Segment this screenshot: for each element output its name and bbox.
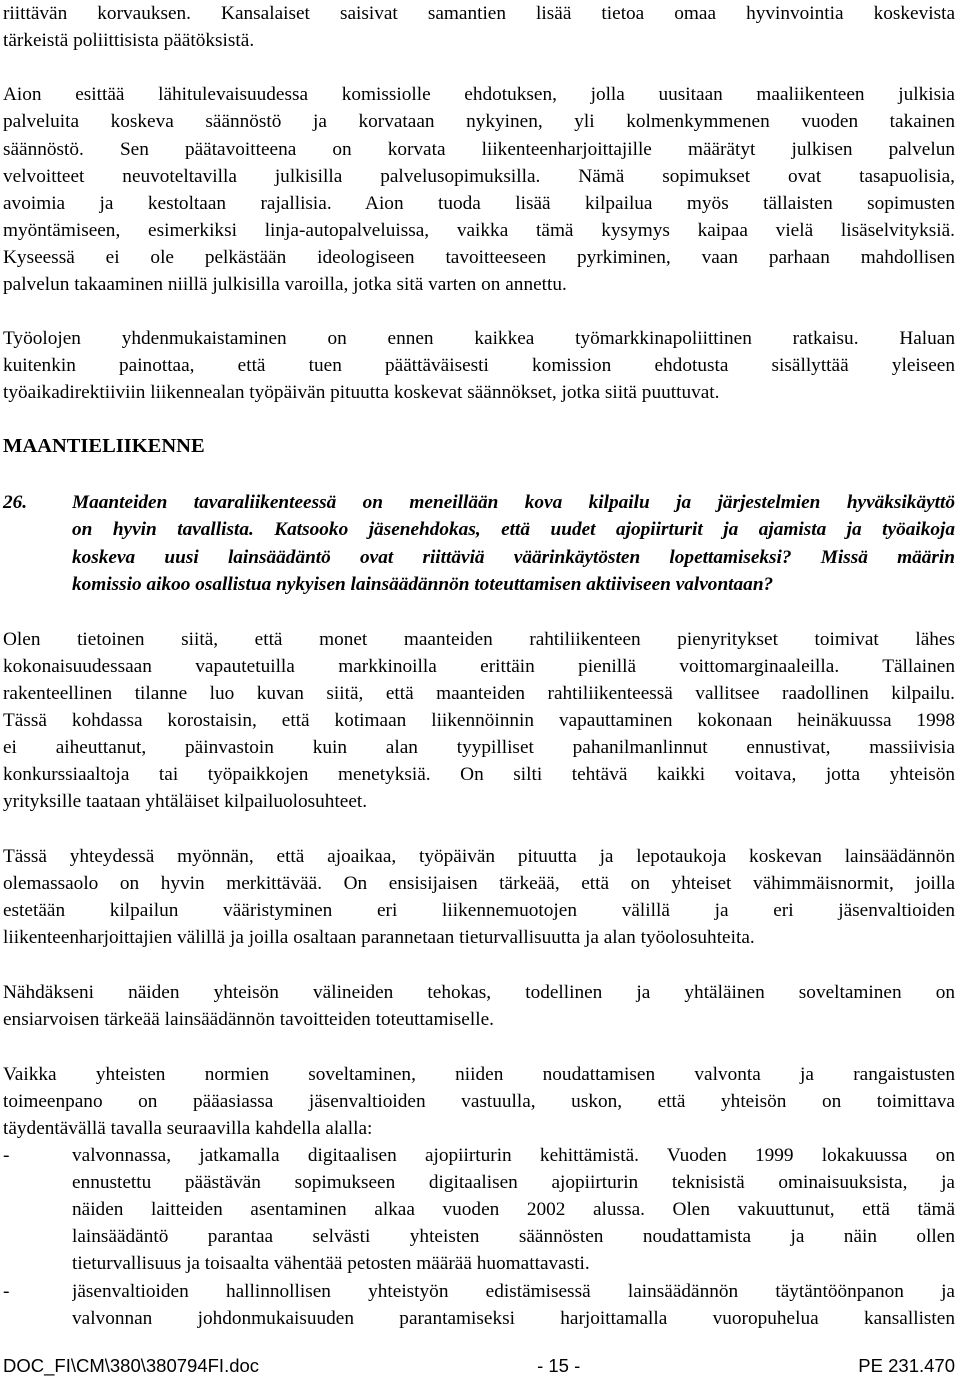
paragraph-line: säännöstö. Sen päätavoitteena on korvata liikenteenharjoittajille määrätyt julkisen palvelun	[3, 139, 955, 160]
list-bullet-dash: -	[3, 1281, 10, 1302]
paragraph-line: kokonaisuudessaan vapautetuilla markkinoilla erittäin pienillä voittomarginaaleilla. Tällainen	[3, 656, 955, 677]
question-line: koskeva uusi lainsäädäntö ovat riittäviä väärinkäytösten lopettamiseksi? Missä määrin	[72, 547, 955, 568]
paragraph-line: yrityksille taataan yhtäläiset kilpailuolosuhteet.	[3, 791, 368, 812]
paragraph-line: rakenteellinen tilanne luo kuvan siitä, että maanteiden rahtiliikenteessä vallitsee raadollinen kilpailu.	[3, 683, 955, 704]
list-item-line: ennustettu päästävän sopimukseen digitaalisen ajopiirturin teknisistä ominaisuuksista, ja	[72, 1172, 955, 1193]
question-line: on hyvin tavallista. Katsooko jäsenehdokas, että uudet ajopiirturit ja ajamista ja työaikoja	[72, 519, 955, 540]
paragraph-line: Nähdäkseni näiden yhteisön välineiden tehokas, todellinen ja yhtäläinen soveltaminen on	[3, 982, 955, 1003]
section-heading: MAANTIELIIKENNE	[3, 435, 205, 457]
paragraph-line: työaikadirektiiviin liikennealan työpäivän pituutta koskevat säännökset, jotka siitä puuttuvat.	[3, 382, 720, 403]
paragraph-line: myöntämiseen, esimerkiksi linja-autopalveluissa, vaikka tämä kysymys kaipaa vielä lisäselvityksiä.	[3, 220, 955, 241]
footer-doc-reference: DOC_FI\CM\380\380794FI.doc	[3, 1355, 260, 1376]
question-number: 26.	[3, 492, 28, 513]
question-line: Maanteiden tavaraliikenteessä on meneillään kova kilpailu ja järjestelmien hyväksikäyttö	[72, 492, 955, 513]
list-item-line: valvonnassa, jatkamalla digitaalisen ajopiirturin kehittämistä. Vuoden 1999 lokakuussa on	[72, 1145, 955, 1166]
paragraph-line: Olen tietoinen siitä, että monet maanteiden rahtiliikenteen pienyritykset toimivat lähes	[3, 629, 955, 650]
paragraph-line: Tässä yhteydessä myönnän, että ajoaikaa, työpäivän pituutta ja lepotaukoja koskevan lainsäädännön	[3, 846, 955, 867]
paragraph-line: kuitenkin painottaa, että tuen päättäväisesti komission ehdotusta sisällyttää yleiseen	[3, 355, 955, 376]
paragraph-line: estetään kilpailun vääristyminen eri liikennemuotojen välillä ja eri jäsenvaltioiden	[3, 900, 955, 921]
paragraph-line: ei aiheuttanut, päinvastoin kuin alan tyypilliset pahanilmanlinnut ennustivat, massiivisia	[3, 737, 955, 758]
paragraph-line: tärkeistä poliittisista päätöksistä.	[3, 30, 255, 51]
paragraph-line: Aion esittää lähitulevaisuudessa komissiolle ehdotuksen, jolla uusitaan maaliikenteen julkisia	[3, 84, 955, 105]
footer-page-number: - 15 -	[537, 1355, 581, 1376]
paragraph-line: toimeenpano on pääasiassa jäsenvaltioiden vastuulla, uskon, että yhteisön on toimittava	[3, 1091, 955, 1112]
paragraph-line: palveluita koskeva säännöstö ja korvataan nykyinen, yli kolmenkymmenen vuoden takainen	[3, 111, 955, 132]
paragraph-line: ensiarvoisen tärkeää lainsäädännön tavoitteiden toteuttamiselle.	[3, 1009, 494, 1030]
page-footer	[3, 1352, 955, 1379]
paragraph-line: velvoitteet neuvoteltavilla julkisilla palvelusopimuksilla. Nämä sopimukset ovat tasapuolisia,	[3, 166, 955, 187]
paragraph-line: olemassaolo on hyvin merkittävää. On ensisijaisen tärkeää, että on yhteiset vähimmäisnormit, joilla	[3, 873, 955, 894]
list-item-line: jäsenvaltioiden hallinnollisen yhteistyön edistämisessä lainsäädännön täytäntöönpanon ja	[72, 1281, 955, 1302]
paragraph-line: palvelun takaaminen niillä julkisilla varoilla, jotka sitä varten on annettu.	[3, 274, 567, 295]
paragraph-line: Tässä kohdassa korostaisin, että kotimaan liikennöinnin vapauttaminen kokonaan heinäkuussa 1998	[3, 710, 955, 731]
paragraph-line: konkurssiaaltoja tai työpaikkojen menetyksiä. On silti tehtävä kaikki voitava, jotta yhteisön	[3, 764, 955, 785]
paragraph-line: Työolojen yhdenmukaistaminen on ennen kaikkea työmarkkinapoliittinen ratkaisu. Haluan	[3, 328, 955, 349]
paragraph-line: Kyseessä ei ole pelkästään ideologiseen tavoitteeseen pyrkiminen, vaan parhaan mahdollisen	[3, 247, 955, 268]
paragraph-line: riittävän korvauksen. Kansalaiset saisivat samantien lisää tietoa omaa hyvinvointia koskevista	[3, 3, 955, 24]
question-line: komissio aikoo osallistua nykyisen lainsäädännön toteuttamisen aktiiviseen valvontaan?	[72, 574, 774, 595]
paragraph-line: Vaikka yhteisten normien soveltaminen, niiden noudattamisen valvonta ja rangaistusten	[3, 1064, 955, 1085]
list-bullet-dash: -	[3, 1145, 10, 1166]
paragraph-line: täydentävällä tavalla seuraavilla kahdella alalla:	[3, 1118, 373, 1139]
footer-pe-reference: PE 231.470	[858, 1355, 955, 1376]
paragraph-line: avoimia ja kestoltaan rajallisia. Aion tuoda lisää kilpailua myös tällaisten sopimusten	[3, 193, 955, 214]
list-item-line: valvonnan johdonmukaisuuden parantamiseksi harjoittamalla vuoropuhelua kansallisten	[72, 1308, 955, 1329]
list-item-line: näiden laitteiden asentaminen alkaa vuoden 2002 alussa. Olen vakuuttunut, että tämä	[72, 1199, 955, 1220]
list-item-line: tieturvallisuus ja toisaalta vähentää petosten määrää huomattavasti.	[72, 1253, 590, 1274]
paragraph-line: liikenteenharjoittajien välillä ja joilla osaltaan parannetaan tieturvallisuutta ja alan työolosuhteita.	[3, 927, 755, 948]
list-item-line: lainsäädäntö parantaa selvästi yhteisten säännösten noudattamista ja näin ollen	[72, 1226, 955, 1247]
